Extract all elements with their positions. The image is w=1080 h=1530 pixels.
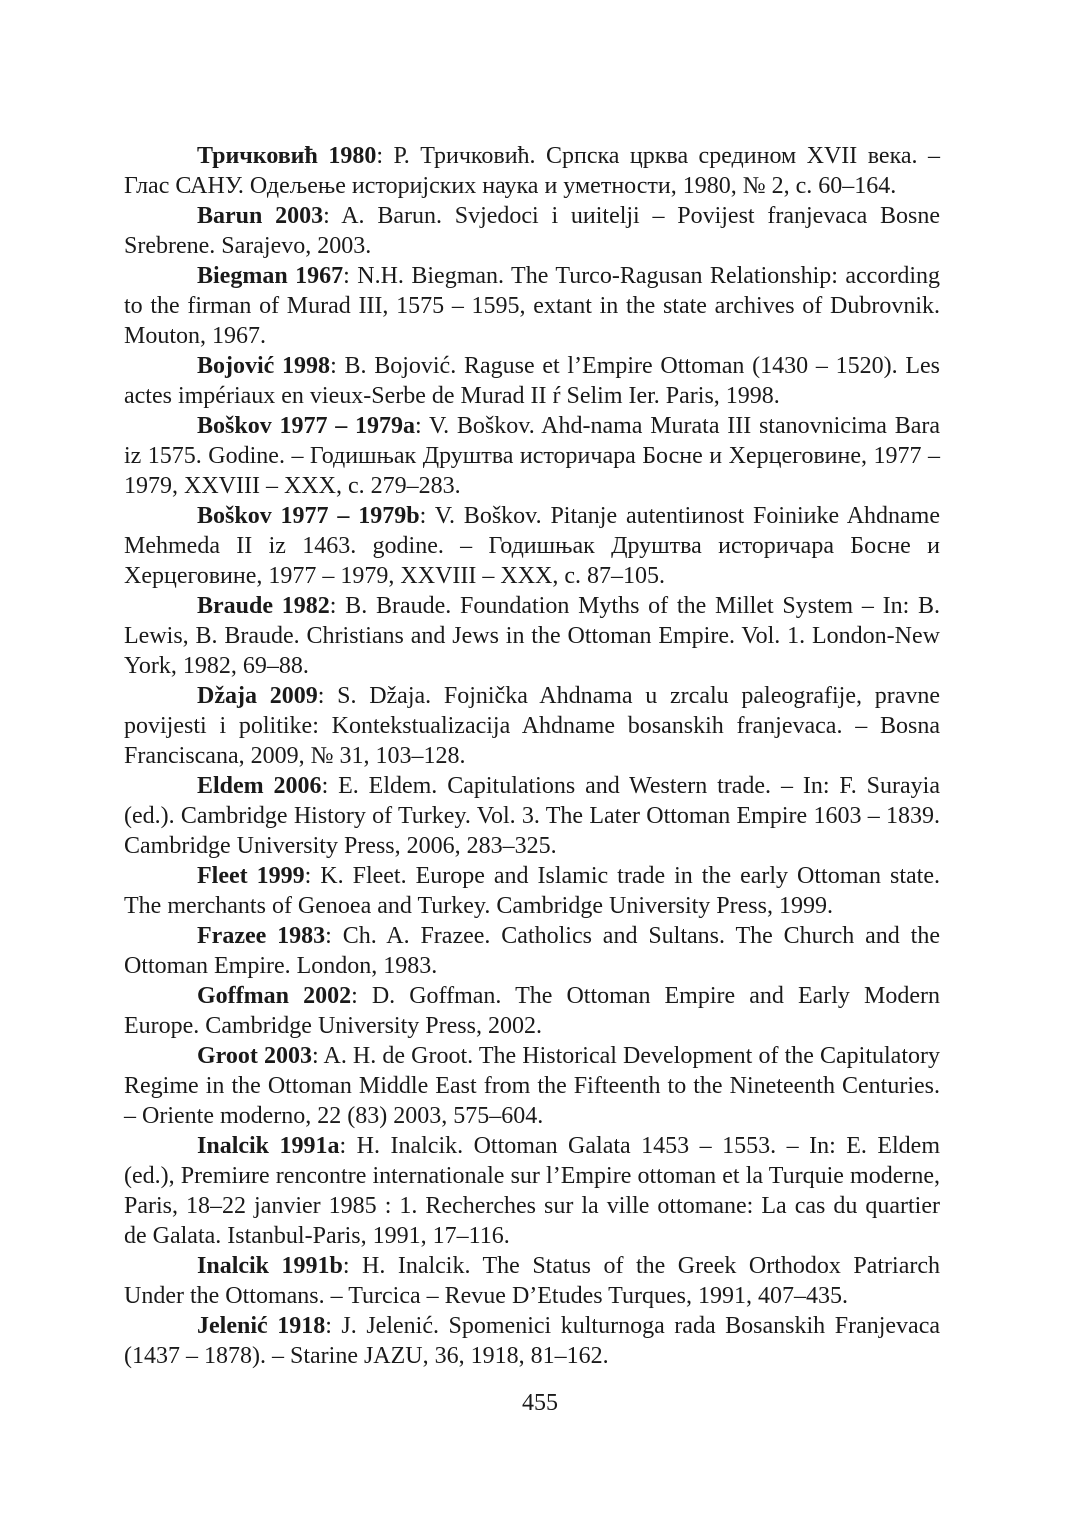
reference-text: : S. Džaja. Fojnička Ahdnama u zrcalu paleografije, pravne povijesti i politike: Kontekstualizacija Ahdname bosanskih franjevaca. – Bosna Franciscana, 2009, № 31, 103–128. bbox=[124, 683, 941, 769]
reference-entry bbox=[124, 351, 940, 411]
reference-text: : A. H. de Groot. The Historical Development of the Capitulatory Regime in the Ottoman Middle East from the Fifteenth to the Nineteenth Centuries. – Oriente moderno, 22 (83) 2003, 575–604. bbox=[124, 1043, 940, 1129]
reference-entry bbox=[124, 1251, 940, 1311]
reference-key: Eldem 2006 bbox=[197, 773, 322, 799]
reference-entry bbox=[124, 591, 940, 681]
reference-entry bbox=[124, 981, 940, 1041]
reference-key: Goffman 2002 bbox=[197, 983, 352, 1009]
reference-key: Braude 1982 bbox=[197, 593, 330, 619]
reference-text: : A. Barun. Svjedoci i uиitelji – Povijest franjevaca Bosne Srebrene. Sarajevo, 2003. bbox=[124, 203, 941, 259]
reference-entry bbox=[124, 921, 940, 981]
reference-text: : D. Goffman. The Ottoman Empire and Early Modern Europe. Cambridge University Press, 2002. bbox=[124, 983, 940, 1039]
reference-text: : N.H. Biegman. The Turco-Ragusan Relationship: according to the firman of Murad III, 1575 – 1595, extant in the state archives of Dubrovnik. Mouton, 1967. bbox=[124, 263, 940, 349]
reference-key: Inalcik 1991a bbox=[197, 1133, 340, 1159]
reference-entry bbox=[124, 1311, 940, 1371]
page-number: 455 bbox=[522, 1390, 558, 1416]
reference-key: Frazee 1983 bbox=[197, 923, 326, 949]
reference-text: : E. Eldem. Capitulations and Western trade. – In: F. Surayia (ed.). Cambridge History of Turkey. Vol. 3. The Later Ottoman Empire 1603 – 1839. Cambridge University Press, 2006, 283–325. bbox=[124, 773, 940, 859]
reference-key: Džaja 2009 bbox=[197, 683, 318, 709]
reference-key: Boškov 1977 – 1979a bbox=[197, 413, 415, 439]
reference-key: Barun 2003 bbox=[197, 203, 324, 229]
reference-key: Bojović 1998 bbox=[197, 353, 331, 379]
reference-text: : V. Boškov. Pitanje autentiиnost Foiniиke Ahdname Mehmeda II iz 1463. godine. – Годишњак Друштва историчара Босне и Херцеговине, 1977 – 1979, XXVIII – XXX, с. 87–105. bbox=[124, 503, 940, 589]
reference-text: : Р. Тричковић. Српска црква средином XVII века. – Глас САНУ. Одељење историјских наука и уметности, 1980, № 2, с. 60–164. bbox=[124, 143, 940, 199]
reference-text: : J. Jelenić. Spomenici kulturnoga rada Bosanskih Franjevaca (1437 – 1878). – Starine JAZU, 36, 1918, 81–162. bbox=[124, 1313, 940, 1369]
reference-text: : B. Bojović. Raguse et l’Empire Ottoman (1430 – 1520). Les actes impériaux en vieux-Serbe de Murad II ŕ Selim Ier. Paris, 1998. bbox=[124, 353, 940, 409]
reference-text: : H. Inalcik. Ottoman Galata 1453 – 1553. – In: E. Eldem (ed.), Premiиre rencontre internationale sur l’Empire ottoman et la Turquie moderne, Paris, 18–22 janvier 1985 : 1. Recherches sur la ville ottomane: La cas du quartier de Galata. Istanbul-Paris, 1991, 17–116. bbox=[124, 1133, 941, 1249]
reference-entry bbox=[124, 201, 940, 261]
reference-text: : Ch. A. Frazee. Catholics and Sultans. The Church and the Ottoman Empire. London, 1983. bbox=[124, 923, 940, 979]
reference-key: Boškov 1977 – 1979b bbox=[197, 503, 420, 529]
reference-key: Inalcik 1991b bbox=[197, 1253, 343, 1279]
reference-entry bbox=[124, 1041, 940, 1131]
reference-text: : H. Inalcik. The Status of the Greek Orthodox Patriarch Under the Ottomans. – Turcica – Revue D’Etudes Turques, 1991, 407–435. bbox=[124, 1253, 940, 1309]
reference-entry bbox=[124, 411, 940, 501]
reference-text: : K. Fleet. Europe and Islamic trade in the early Ottoman state. The merchants of Genoea and Turkey. Cambridge University Press, 1999. bbox=[124, 863, 940, 919]
reference-key: Biegman 1967 bbox=[197, 263, 344, 289]
reference-key: Jelenić 1918 bbox=[197, 1313, 326, 1339]
reference-key: Fleet 1999 bbox=[197, 863, 305, 889]
reference-entry bbox=[124, 141, 940, 201]
bibliography-list bbox=[124, 141, 940, 1371]
reference-text: : B. Braude. Foundation Myths of the Millet System – In: B. Lewis, B. Braude. Christians and Jews in the Ottoman Empire. Vol. 1. London-New York, 1982, 69–88. bbox=[124, 593, 940, 679]
reference-entry bbox=[124, 501, 940, 591]
reference-text: : V. Boškov. Ahd-nama Murata III stanovnicima Bara iz 1575. Godine. – Годишњак Друштва историчара Босне и Херцеговине, 1977 – 1979, XXVIII – XXX, с. 279–283. bbox=[124, 413, 940, 499]
reference-entry bbox=[124, 681, 940, 771]
reference-entry bbox=[124, 861, 940, 921]
reference-entry bbox=[124, 771, 940, 861]
reference-entry bbox=[124, 261, 940, 351]
reference-key: Тричковић 1980 bbox=[197, 143, 377, 169]
reference-entry bbox=[124, 1131, 940, 1251]
reference-key: Groot 2003 bbox=[197, 1043, 313, 1069]
